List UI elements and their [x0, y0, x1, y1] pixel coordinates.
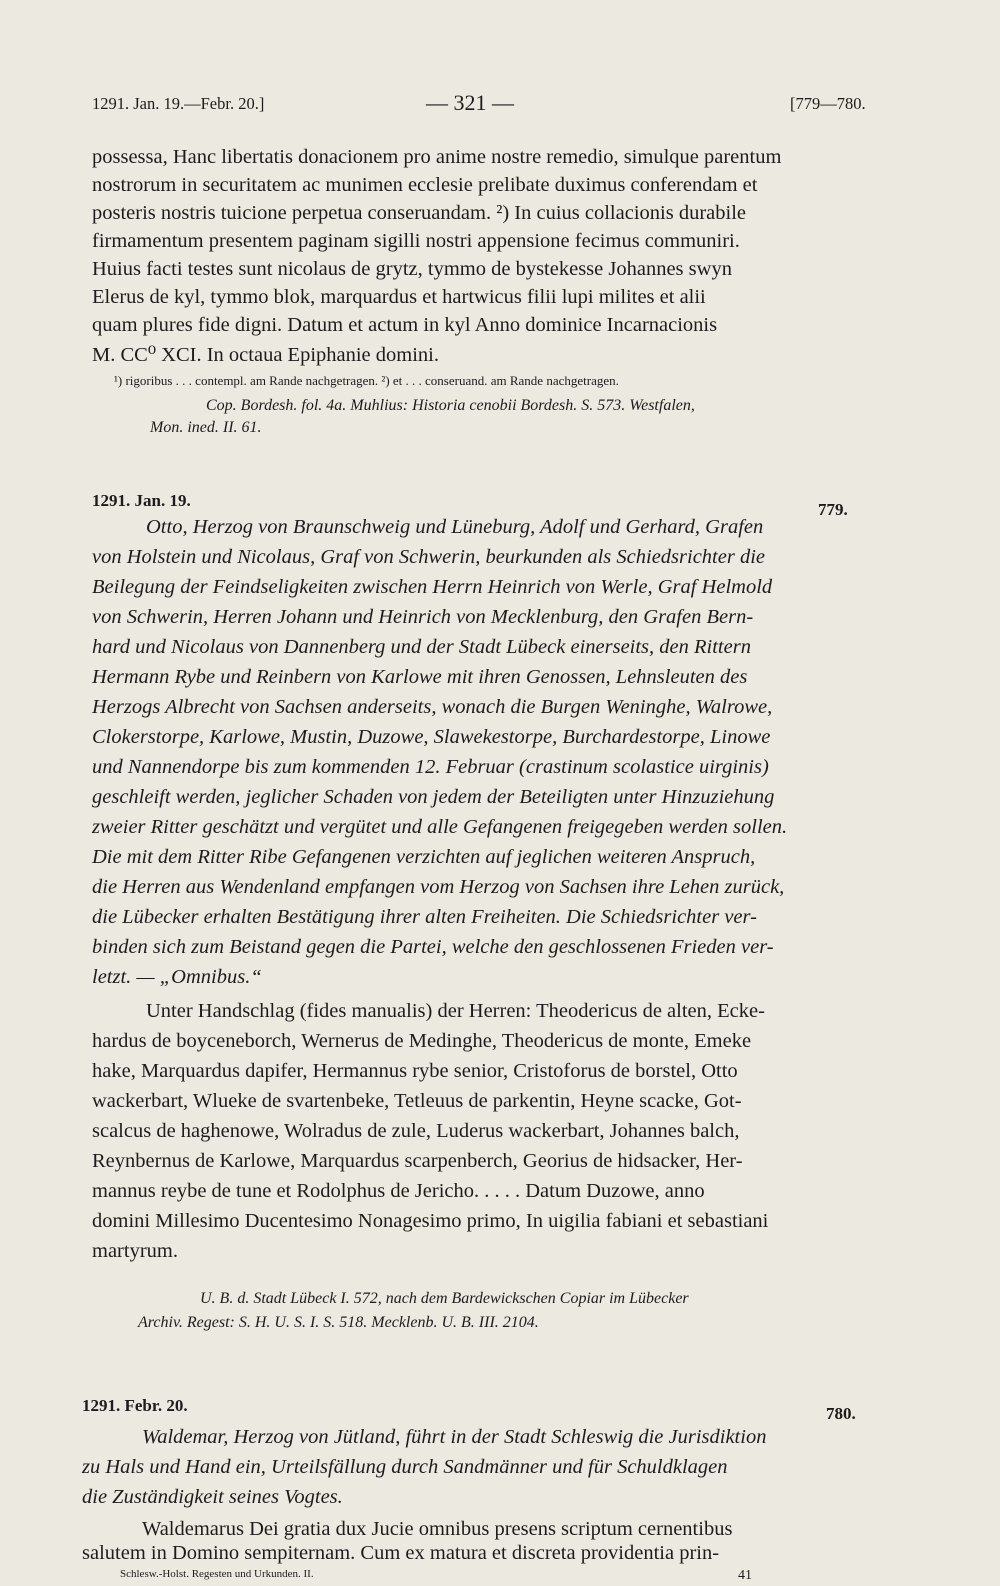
text-line: possessa, Hanc libertatis donacionem pro anime nostre remedio, simulque parentum	[92, 146, 782, 168]
summary-line: Waldemar, Herzog von Jütland, führt in der Stadt Schleswig die Jurisdiktion	[142, 1426, 767, 1448]
summary-line: Clokerstorpe, Karlowe, Mustin, Duzowe, Slawekestorpe, Burchardestorpe, Linowe	[92, 726, 771, 748]
summary-line: die Lübecker erhalten Bestätigung ihrer alten Freiheiten. Die Schiedsrichter ver-	[92, 906, 757, 928]
text-line: hardus de boyceneborch, Wernerus de Medinghe, Theodericus de monte, Emeke	[92, 1030, 752, 1052]
summary-line: hard und Nicolaus von Dannenberg und der Stadt Lübeck einerseits, den Rittern	[92, 636, 751, 658]
summary-line: Beilegung der Feindseligkeiten zwischen Herrn Heinrich von Werle, Graf Helmold	[92, 576, 773, 598]
document-date: 1291. Jan. 19.	[92, 491, 191, 510]
text-line: scalcus de haghenowe, Wolradus de zule, Luderus wackerbart, Johannes balch,	[92, 1120, 740, 1142]
summary-line: und Nannendorpe bis zum kommenden 12. Februar (crastinum scolastice uirginis)	[92, 756, 769, 778]
text-line: Waldemarus Dei gratia dux Jucie omnibus presens scriptum cernentibus	[142, 1518, 733, 1540]
summary-line: Hermann Rybe und Reinbern von Karlowe mit ihren Genossen, Lehnsleuten des	[92, 666, 748, 688]
text-line: Elerus de kyl, tymmo blok, marquardus et hartwicus filii lupi milites et alii	[92, 286, 706, 308]
summary-line: die Zuständigkeit seines Vogtes.	[82, 1486, 343, 1508]
summary-line: Die mit dem Ritter Ribe Gefangenen verzichten auf jeglichen weiteren Anspruch,	[92, 846, 756, 868]
text-line: posteris nostris tuicione perpetua conseruandam. ²) In cuius collacionis durabile	[92, 202, 746, 224]
text-line: martyrum.	[92, 1240, 178, 1262]
text-line: domini Millesimo Ducentesimo Nonagesimo primo, In uigilia fabiani et sebastiani	[92, 1210, 769, 1232]
document-date: 1291. Febr. 20.	[82, 1396, 188, 1415]
text-line: Unter Handschlag (fides manualis) der Herren: Theodericus de alten, Ecke-	[146, 1000, 765, 1022]
summary-line: von Holstein und Nicolaus, Graf von Schwerin, beurkunden als Schiedsrichter die	[92, 546, 765, 568]
text-line: M. CC⁰ XCI. In octaua Epiphanie domini.	[92, 344, 439, 366]
text-line: quam plures fide digni. Datum et actum in kyl Anno dominice Incarnacionis	[92, 314, 718, 336]
sheet-number: 41	[738, 1568, 752, 1583]
summary-line: geschleift werden, jeglicher Schaden von jedem der Beteiligten unter Hinzuziehung	[92, 786, 775, 808]
source-citation: U. B. d. Stadt Lübeck I. 572, nach dem Bardewickschen Copiar im Lübecker	[200, 1290, 689, 1307]
text-line: hake, Marquardus dapifer, Hermannus rybe senior, Cristoforus de borstel, Otto	[92, 1060, 738, 1082]
document-number: 780.	[826, 1404, 856, 1423]
text-line: Huius facti testes sunt nicolaus de grytz, tymmo de bystekesse Johannes swyn	[92, 258, 732, 280]
summary-line: letzt. — „Omnibus.“	[92, 966, 262, 988]
summary-line: Otto, Herzog von Braunschweig und Lüneburg, Adolf und Gerhard, Grafen	[146, 516, 764, 538]
summary-line: von Schwerin, Herren Johann und Heinrich von Mecklenburg, den Grafen Bern-	[92, 606, 754, 628]
page-number: — 321 —	[426, 90, 514, 115]
text-line: Reynbernus de Karlowe, Marquardus scarpenberch, Georius de hidsacker, Her-	[92, 1150, 743, 1172]
summary-line: die Herren aus Wendenland empfangen vom Herzog von Sachsen ihre Lehen zurück,	[92, 876, 785, 898]
source-citation: Cop. Bordesh. fol. 4a. Muhlius: Historia cenobii Bordesh. S. 573. Westfalen,	[206, 397, 695, 414]
header-document-range: [779—780.	[790, 94, 866, 113]
document-number: 779.	[818, 500, 848, 519]
summary-line: zweier Ritter geschätzt und vergütet und alle Gefangenen freigegeben werden sollen.	[92, 816, 788, 838]
summary-line: Herzogs Albrecht von Sachsen anderseits, wonach die Burgen Weninghe, Walrowe,	[92, 696, 773, 718]
summary-line: zu Hals und Hand ein, Urteilsfällung durch Sandmänner und für Schuldklagen	[82, 1456, 728, 1478]
footer-signature: Schlesw.-Holst. Regesten und Urkunden. II.	[120, 1568, 314, 1580]
footnote: ¹) rigoribus . . . contempl. am Rande nachgetragen. ²) et . . . conseruand. am Rande nachgetragen.	[114, 373, 619, 388]
source-citation: Mon. ined. II. 61.	[150, 419, 262, 436]
text-line: firmamentum presentem paginam sigilli nostri appensione fecimus communiri.	[92, 230, 740, 252]
text-line: wackerbart, Wlueke de svartenbeke, Tetleuus de parkentin, Heyne scacke, Got-	[92, 1090, 742, 1112]
header-date-range: 1291. Jan. 19.—Febr. 20.]	[92, 94, 265, 113]
text-line: mannus reybe de tune et Rodolphus de Jericho. . . . . Datum Duzowe, anno	[92, 1180, 705, 1202]
summary-line: binden sich zum Beistand gegen die Partei, welche den geschlossenen Frieden ver-	[92, 936, 774, 958]
text-line: salutem in Domino sempiternam. Cum ex matura et discreta providentia prin-	[82, 1542, 720, 1564]
source-citation: Archiv. Regest: S. H. U. S. I. S. 518. Mecklenb. U. B. III. 2104.	[138, 1314, 539, 1331]
text-line: nostrorum in securitatem ac munimen ecclesie prelibate duximus conferendam et	[92, 174, 758, 196]
